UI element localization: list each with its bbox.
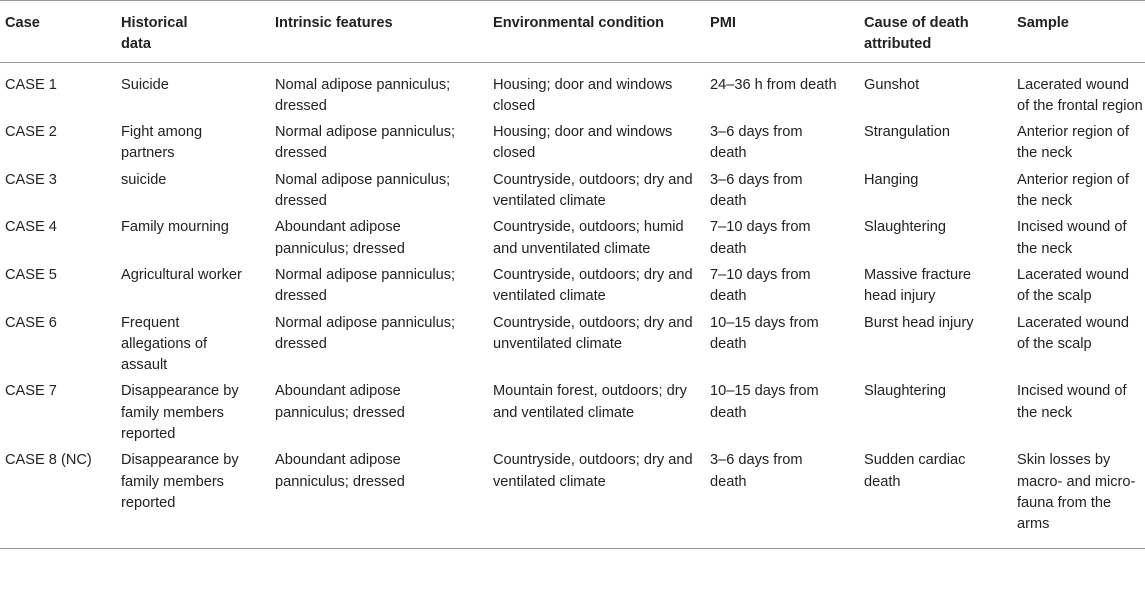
header-row [0, 1, 1145, 63]
header-label: Case [5, 15, 40, 31]
cell-text: suicide [121, 171, 167, 188]
cell-pmi [705, 265, 859, 313]
header-label: PMI [710, 15, 736, 31]
header-label: Historical data [121, 15, 188, 53]
cell-text: Normal adipose panniculus; dressed [275, 314, 456, 352]
cell-intrinsic-features [270, 450, 488, 548]
header-intrinsic-features [270, 1, 488, 63]
cell-text: Housing; door and windows closed [493, 124, 673, 162]
table-row [0, 122, 1145, 170]
table-header [0, 1, 1145, 63]
cell-pmi [705, 381, 859, 450]
header-case [0, 1, 116, 63]
cell-text: Gunshot [864, 76, 920, 93]
cell-historical-data [116, 122, 270, 170]
cell-text: CASE 5 [5, 266, 57, 283]
cell-case-id [0, 381, 116, 450]
cell-sample [1012, 313, 1145, 382]
cell-sample [1012, 122, 1145, 170]
cell-environmental-condition [488, 381, 705, 450]
cell-case-id [0, 450, 116, 548]
cell-environmental-condition [488, 170, 705, 218]
cell-sample [1012, 265, 1145, 313]
cell-environmental-condition [488, 450, 705, 548]
cell-intrinsic-features [270, 381, 488, 450]
cell-text: 7–10 days from death [710, 219, 811, 257]
cell-text: CASE 1 [5, 76, 57, 93]
cell-case-id [0, 170, 116, 218]
cell-text: Aboundant adipose panniculus; dressed [275, 219, 405, 257]
header-label: Cause of death attributed [864, 15, 969, 53]
table-body [0, 62, 1145, 548]
cell-text: Countryside, outdoors; dry and unventilated climate [493, 314, 693, 352]
cell-environmental-condition [488, 62, 705, 122]
cell-text: Fight among partners [121, 124, 203, 162]
cell-historical-data [116, 313, 270, 382]
cell-case-id [0, 62, 116, 122]
table-row [0, 62, 1145, 122]
cell-text: CASE 3 [5, 171, 57, 188]
cell-text: Strangulation [864, 124, 951, 141]
cell-cause-of-death [859, 170, 1012, 218]
cell-environmental-condition [488, 313, 705, 382]
cell-text: CASE 4 [5, 219, 57, 236]
header-cause-of-death [859, 1, 1012, 63]
cell-text: Sudden cardiac death [864, 452, 966, 490]
header-sample [1012, 1, 1145, 63]
cell-historical-data [116, 217, 270, 265]
table-row [0, 265, 1145, 313]
header-pmi [705, 1, 859, 63]
cell-text: Frequent allegations of assault [121, 314, 208, 374]
cell-historical-data [116, 265, 270, 313]
cell-text: Slaughtering [864, 383, 946, 400]
cell-text: Normal adipose panniculus; dressed [275, 266, 456, 305]
cell-text: 3–6 days from death [710, 171, 803, 210]
cell-historical-data [116, 62, 270, 122]
header-label: Sample [1017, 15, 1069, 31]
cell-pmi [705, 122, 859, 170]
cell-text: 3–6 days from death [710, 452, 803, 490]
cell-sample [1012, 62, 1145, 122]
cell-text: Incised wound of the neck [1017, 219, 1127, 257]
cell-text: Nomal adipose panniculus; dressed [275, 171, 451, 210]
cell-text: CASE 6 [5, 314, 57, 331]
table-row [0, 381, 1145, 450]
cell-case-id [0, 122, 116, 170]
cell-sample [1012, 450, 1145, 548]
cell-case-id [0, 313, 116, 382]
cell-text: Aboundant adipose panniculus; dressed [275, 452, 405, 490]
cell-cause-of-death [859, 450, 1012, 548]
cell-text: Nomal adipose panniculus; dressed [275, 76, 451, 114]
cell-text: Massive fracture head injury [864, 266, 972, 305]
cell-text: Anterior region of the neck [1017, 124, 1129, 162]
cell-historical-data [116, 450, 270, 548]
cell-environmental-condition [488, 122, 705, 170]
cell-text: Lacerated wound of the scalp [1017, 314, 1129, 352]
cell-text: Housing; door and windows closed [493, 76, 673, 114]
cell-text: Slaughtering [864, 219, 946, 236]
header-label: Environmental condition [493, 15, 665, 31]
cell-text: Agricultural worker [121, 266, 242, 283]
cell-cause-of-death [859, 62, 1012, 122]
cell-text: Disappearance by family members reported [121, 452, 239, 511]
table-row [0, 170, 1145, 218]
cell-text: Skin losses by macro- and micro-fauna from the arms [1017, 452, 1136, 533]
cell-text: Incised wound of the neck [1017, 383, 1127, 421]
cell-intrinsic-features [270, 265, 488, 313]
cell-text: Aboundant adipose panniculus; dressed [275, 383, 405, 421]
cell-text: Hanging [864, 171, 919, 188]
cell-case-id [0, 265, 116, 313]
cell-text: Countryside, outdoors; dry and ventilated climate [493, 266, 693, 305]
cell-text: 24–36 h from death [710, 76, 837, 93]
cell-intrinsic-features [270, 313, 488, 382]
cell-pmi [705, 170, 859, 218]
cell-environmental-condition [488, 217, 705, 265]
cell-sample [1012, 217, 1145, 265]
cell-text: 3–6 days from death [710, 124, 803, 162]
cell-text: Mountain forest, outdoors; dry and ventilated climate [493, 383, 687, 421]
table-row [0, 450, 1145, 548]
cell-text: CASE 2 [5, 124, 57, 141]
cell-text: 10–15 days from death [710, 314, 819, 352]
cell-text: Lacerated wound of the scalp [1017, 266, 1129, 305]
cell-pmi [705, 217, 859, 265]
cell-historical-data [116, 170, 270, 218]
cell-text: Countryside, outdoors; humid and unventilated climate [493, 219, 684, 257]
cell-text: Burst head injury [864, 314, 974, 331]
header-label: Intrinsic features [275, 15, 393, 31]
cell-text: Disappearance by family members reported [121, 383, 239, 443]
table-row [0, 217, 1145, 265]
cell-text: 7–10 days from death [710, 266, 811, 305]
cell-text: Normal adipose panniculus; dressed [275, 124, 456, 162]
cell-cause-of-death [859, 313, 1012, 382]
cell-cause-of-death [859, 381, 1012, 450]
cell-sample [1012, 170, 1145, 218]
table-row [0, 313, 1145, 382]
cell-text: Suicide [121, 76, 169, 93]
cell-text: Countryside, outdoors; dry and ventilated climate [493, 452, 693, 490]
cell-environmental-condition [488, 265, 705, 313]
header-historical-data [116, 1, 270, 63]
cell-pmi [705, 313, 859, 382]
cell-intrinsic-features [270, 62, 488, 122]
cell-cause-of-death [859, 122, 1012, 170]
cell-text: Family mourning [121, 219, 229, 236]
cell-intrinsic-features [270, 170, 488, 218]
cell-historical-data [116, 381, 270, 450]
cell-text: CASE 7 [5, 383, 57, 400]
cell-intrinsic-features [270, 122, 488, 170]
cell-text: 10–15 days from death [710, 383, 819, 421]
cell-text: Countryside, outdoors; dry and ventilated climate [493, 171, 693, 210]
cell-cause-of-death [859, 217, 1012, 265]
cell-sample [1012, 381, 1145, 450]
cell-cause-of-death [859, 265, 1012, 313]
cell-intrinsic-features [270, 217, 488, 265]
header-environmental-condition [488, 1, 705, 63]
cell-pmi [705, 450, 859, 548]
cell-text: Anterior region of the neck [1017, 171, 1129, 210]
cell-text: Lacerated wound of the frontal region [1017, 76, 1143, 114]
cell-case-id [0, 217, 116, 265]
cell-text: CASE 8 (NC) [5, 452, 92, 469]
cell-pmi [705, 62, 859, 122]
